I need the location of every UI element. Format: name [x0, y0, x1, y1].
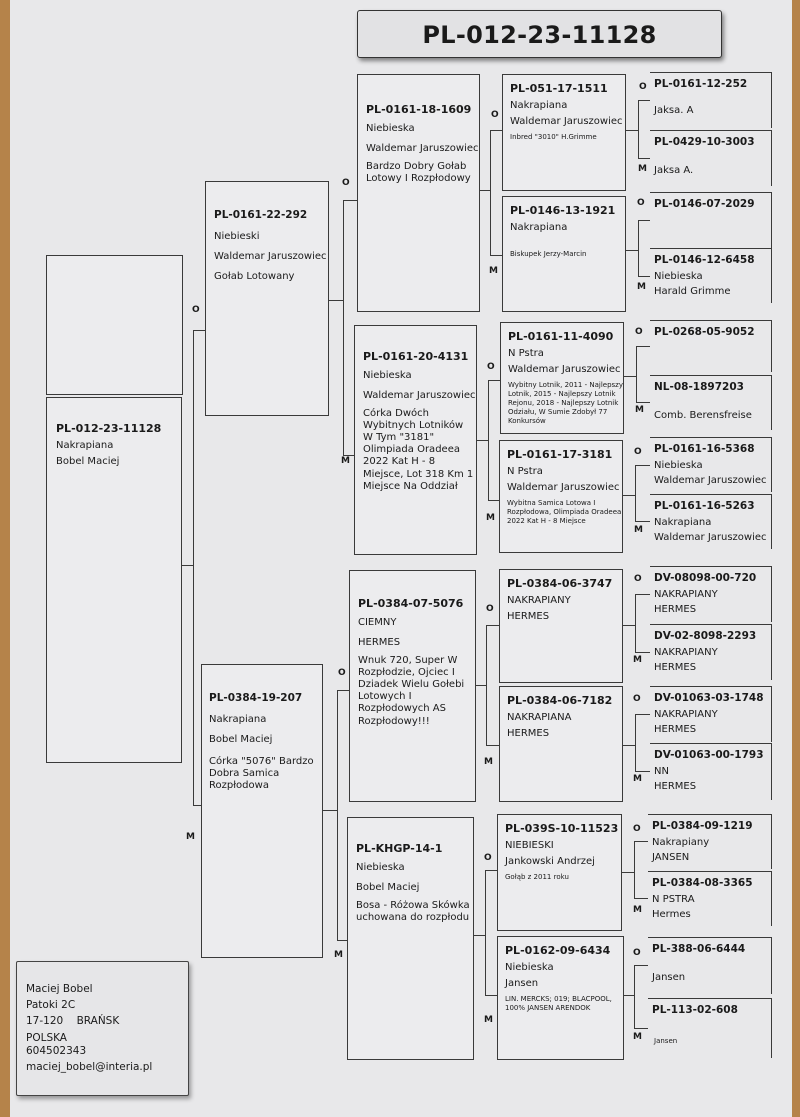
g2-note: Córka Dwóch Wybitnych Lotników W Tym "3181" Olimpiada Oradeea 2022 Kat H - 8 Miejsce, Lot 318 Km 1 Miejsce Na Oddział: [363, 407, 474, 492]
sire-note: Gołab Lotowany: [214, 270, 295, 282]
dam-label: M: [633, 905, 642, 915]
subject-ring: PL-012-23-11128: [56, 422, 162, 435]
g2-ring: PL-0161-18-1609: [366, 103, 472, 116]
g4-card-14: [648, 871, 772, 926]
g2-note: Bardzo Dobry Gołab Lotowy I Rozpłodowy: [366, 160, 471, 184]
sire-label: O: [633, 948, 641, 958]
sire-label: O: [342, 178, 350, 188]
g3-breeder: Jansen: [505, 978, 539, 990]
sire-breeder: Waldemar Jaruszowiec: [214, 250, 327, 262]
sire-label: O: [192, 305, 200, 315]
owner-postal: 17-120: [26, 1014, 64, 1027]
dam-label: M: [634, 525, 643, 535]
sire-label: O: [491, 110, 499, 120]
g3-ring: PL-0161-17-3181: [507, 448, 613, 461]
subject-card: [46, 397, 182, 763]
sire-label: O: [633, 824, 641, 834]
g4-card-10: [650, 624, 772, 680]
sire-label: O: [338, 668, 346, 678]
sire-label: O: [634, 574, 642, 584]
g2-color: CIEMNY: [358, 616, 397, 628]
g4-breeder: HERMES: [654, 780, 697, 792]
g2-breeder: Waldemar Jaruszowiec: [363, 389, 476, 401]
g3-color: N Pstra: [508, 347, 544, 359]
g4-color: NAKRAPIANY: [654, 646, 718, 658]
g4-ring: PL-0429-10-3003: [654, 136, 755, 148]
g4-ring: PL-113-02-608: [652, 1004, 738, 1016]
g4-card-9: [650, 566, 772, 622]
dam-label: M: [635, 405, 644, 415]
g4-ring: DV-02-8098-2293: [654, 630, 757, 642]
g3-card-7: [497, 814, 622, 931]
g3-ring: PL-051-17-1511: [510, 82, 608, 95]
dam-label: M: [633, 1032, 642, 1042]
dam-label: M: [484, 757, 493, 767]
g3-color: Nakrapiana: [510, 99, 568, 111]
dam-label: M: [633, 774, 642, 784]
g3-card-3: [500, 322, 624, 434]
g4-ring: PL-0161-16-5368: [654, 443, 755, 455]
owner-city: BRAŃSK: [76, 1014, 120, 1027]
g4-ring: DV-01063-03-1748: [654, 692, 764, 704]
dam-label: M: [638, 164, 647, 174]
g4-breeder: Jaksa. A: [654, 104, 694, 116]
g4-breeder: Comb. Berensfreise: [654, 409, 752, 421]
g3-color: Nakrapiana: [510, 221, 568, 233]
g4-card-16: [648, 998, 772, 1058]
g4-ring: PL-0268-05-9052: [654, 326, 755, 338]
g2-note: Wnuk 720, Super W Rozpłodzie, Ojciec I Dziadek Wielu Gołebi Lotowych I Rozpłodowych AS Rozpłodowy!!!: [358, 654, 465, 727]
owner-card: [16, 961, 189, 1096]
owner-email: maciej_bobel@interia.pl: [26, 1061, 153, 1074]
g4-ring: DV-08098-00-720: [654, 572, 757, 584]
sire-label: O: [637, 198, 645, 208]
g3-color: NAKRAPIANA: [507, 711, 572, 723]
sire-label: O: [635, 327, 643, 337]
g3-card-4: [499, 440, 623, 553]
g4-card-5: [650, 320, 772, 372]
g4-card-11: [650, 686, 772, 742]
dam-label: M: [489, 266, 498, 276]
g3-note: Wybitny Lotnik, 2011 - Najlepszy Lotnik, 2015 - Najlepszy Lotnik Rejonu, 2018 - Najlepszy Lotnik Odziału, W Sumie Zdobył 77 Konkursów: [508, 380, 623, 425]
g3-breeder: Waldemar Jaruszowiec: [508, 364, 621, 376]
photo-placeholder: [46, 255, 183, 395]
sire-ring: PL-0161-22-292: [214, 209, 308, 221]
g4-ring: PL-0146-07-2029: [654, 198, 755, 210]
dam-ring: PL-0384-19-207: [209, 692, 303, 704]
g3-note: LIN. MERCKS; 019; BLACPOOL, 100% JANSEN ARENDOK: [505, 994, 612, 1012]
g4-breeder: Jansen: [654, 1036, 678, 1045]
g4-breeder: HERMES: [654, 603, 697, 615]
g4-color: Nakrapiana: [654, 516, 712, 528]
g3-breeder: Waldemar Jaruszowiec: [507, 482, 620, 494]
g3-color: NAKRAPIANY: [507, 594, 571, 606]
subject-color: Nakrapiana: [56, 439, 114, 451]
g2-note: Bosa - Różowa Skówka uchowana do rozpłodu: [356, 899, 470, 923]
g3-card-5: [499, 569, 623, 683]
g2-card-1: [357, 74, 480, 312]
g3-breeder: Waldemar Jaruszowiec: [510, 116, 623, 128]
g4-color: NAKRAPIANY: [654, 588, 718, 600]
g2-ring: PL-KHGP-14-1: [356, 842, 443, 855]
g4-color: NN: [654, 765, 669, 777]
g4-breeder: Harald Grimme: [654, 285, 731, 297]
g4-ring: NL-08-1897203: [654, 381, 744, 393]
g3-ring: PL-0384-06-3747: [507, 577, 613, 590]
g3-breeder: HERMES: [507, 611, 550, 623]
g3-note: Gołąb z 2011 roku: [505, 872, 569, 881]
g2-ring: PL-0161-20-4131: [363, 350, 469, 363]
g4-breeder: Waldemar Jaruszowiec: [654, 474, 767, 486]
g3-breeder: Jankowski Andrzej: [505, 856, 595, 868]
g2-breeder: HERMES: [358, 636, 401, 648]
g4-card-12: [650, 743, 772, 800]
dam-label: M: [334, 950, 343, 960]
g4-breeder: Jansen: [652, 971, 686, 983]
g3-card-6: [499, 686, 623, 802]
dam-label: M: [486, 513, 495, 523]
dam-label: M: [637, 282, 646, 292]
g4-color: Nakrapiany: [652, 836, 710, 848]
sire-label: O: [639, 82, 647, 92]
g2-color: Niebieska: [363, 369, 412, 381]
dam-label: M: [633, 655, 642, 665]
g4-color: Niebieska: [654, 459, 703, 471]
g4-breeder: Hermes: [652, 908, 691, 920]
g4-card-4: [650, 248, 772, 303]
g3-ring: PL-0384-06-7182: [507, 694, 613, 707]
g4-color: NAKRAPIANY: [654, 708, 718, 720]
sire-label: O: [484, 853, 492, 863]
g4-card-3: [650, 192, 772, 248]
g4-breeder: HERMES: [654, 661, 697, 673]
g4-ring: PL-0384-09-1219: [652, 820, 753, 832]
g4-color: N PSTRA: [652, 893, 695, 905]
g4-ring: PL-0384-08-3365: [652, 877, 753, 889]
g3-card-8: [497, 936, 624, 1060]
g4-ring: PL-0146-12-6458: [654, 254, 755, 266]
g4-card-8: [650, 494, 772, 549]
dam-label: M: [341, 456, 350, 466]
g4-color: Niebieska: [654, 270, 703, 282]
g4-card-7: [650, 437, 772, 492]
g4-ring: PL-388-06-6444: [652, 943, 746, 955]
g4-breeder: Waldemar Jaruszowiec: [654, 531, 767, 543]
g3-ring: PL-0162-09-6434: [505, 944, 611, 957]
dam-note: Córka "5076" Bardzo Dobra Samica Rozpłodowa: [209, 755, 314, 792]
g2-color: Niebieska: [356, 861, 405, 873]
g2-card-4: [347, 817, 474, 1060]
g3-ring: PL-0161-11-4090: [508, 330, 614, 343]
owner-phone: 604502343: [26, 1044, 87, 1057]
g3-breeder: HERMES: [507, 728, 550, 740]
dam-card: [201, 664, 323, 958]
g2-color: Niebieska: [366, 122, 415, 134]
dam-label: M: [484, 1015, 493, 1025]
g2-card-3: [349, 570, 476, 802]
g3-note: Biskupek Jerzy-Marcin: [510, 250, 587, 259]
sire-label: O: [487, 362, 495, 372]
owner-country: POLSKA: [26, 1032, 67, 1045]
g3-color: NIEBIESKI: [505, 839, 554, 851]
g4-card-15: [648, 937, 772, 994]
g4-breeder: JANSEN: [652, 851, 690, 863]
g4-breeder: HERMES: [654, 723, 697, 735]
g2-card-2: [354, 325, 477, 555]
g4-card-6: [650, 375, 772, 430]
g4-ring: PL-0161-16-5263: [654, 500, 755, 512]
g3-note: Wybitna Samica Lotowa I Rozpłodowa, Olimpiada Oradeea 2022 Kat H - 8 Miejsce: [507, 498, 622, 525]
g3-ring: PL-039S-10-11523: [505, 822, 619, 835]
g3-color: Niebieska: [505, 961, 554, 973]
g2-breeder: Bobel Maciej: [356, 881, 420, 893]
sire-label: O: [634, 447, 642, 457]
pedigree-title: PL-012-23-11128: [357, 10, 722, 58]
sire-card: [205, 181, 329, 416]
subject-breeder: Bobel Maciej: [56, 456, 120, 468]
g3-note: Inbred "3010" H.Grimme: [510, 132, 597, 141]
g4-ring: DV-01063-00-1793: [654, 749, 764, 761]
dam-label: M: [186, 832, 195, 842]
sire-label: O: [633, 694, 641, 704]
owner-street: Patoki 2C: [26, 998, 76, 1011]
g4-breeder: Jaksa A.: [654, 164, 694, 176]
g4-card-2: [650, 130, 772, 186]
dam-breeder: Bobel Maciej: [209, 733, 273, 745]
owner-city-row: [26, 1014, 188, 1030]
g3-card-1: [502, 74, 626, 191]
g2-ring: PL-0384-07-5076: [358, 597, 464, 610]
g3-card-2: [502, 196, 626, 312]
sire-color: Niebieski: [214, 230, 260, 242]
g3-color: N Pstra: [507, 465, 543, 477]
g2-breeder: Waldemar Jaruszowiec: [366, 142, 479, 154]
g4-card-13: [648, 814, 772, 869]
sire-label: O: [486, 604, 494, 614]
g3-ring: PL-0146-13-1921: [510, 204, 616, 217]
g4-ring: PL-0161-12-252: [654, 78, 748, 90]
owner-name: Maciej Bobel: [26, 983, 93, 995]
dam-color: Nakrapiana: [209, 713, 267, 725]
g4-card-1: [650, 72, 772, 128]
